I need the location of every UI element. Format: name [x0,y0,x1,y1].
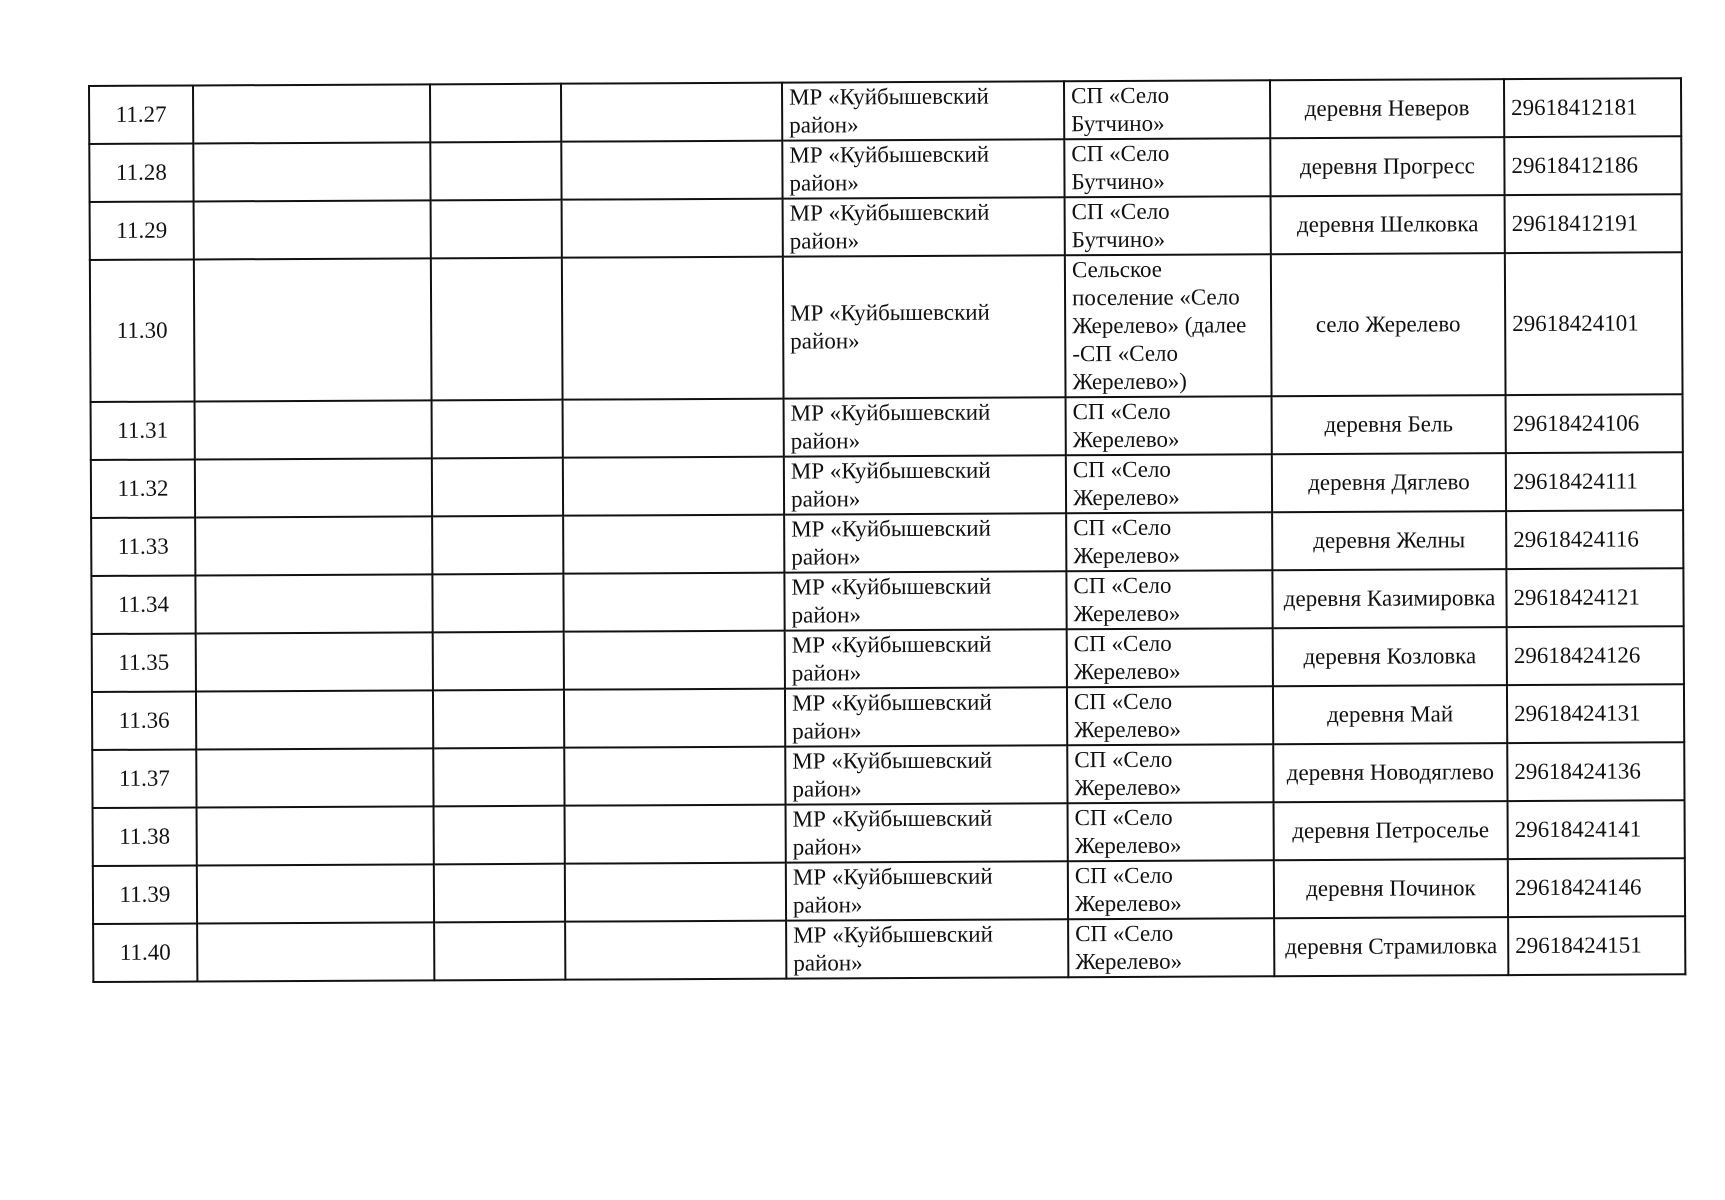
settlement-cell: СП «Село Жерелево» [1066,454,1272,513]
empty-cell [561,141,782,200]
municipal-district-cell: МР «Куйбышевский район» [786,803,1068,862]
table-row [93,800,1685,866]
locality-cell: деревня Страмиловка [1274,917,1508,976]
oktmo-code-cell: 29618424151 [1508,916,1685,975]
municipal-district-cell: МР «Куйбышевский район» [783,255,1066,398]
empty-cell [434,922,565,981]
settlement-cell: Сельское поселение «Село Жерелево» (далее -СП «Село Жерелево») [1065,254,1272,397]
settlement-cell: СП «Село Жерелево» [1068,918,1274,977]
locality-cell: деревня Дяглево [1272,453,1506,512]
settlement-cell: СП «Село Жерелево» [1068,802,1274,861]
empty-cell [432,574,563,633]
oktmo-code-cell: 29618424101 [1505,252,1683,395]
empty-cell [432,516,563,575]
empty-cell [195,400,432,459]
locality-cell: деревня Шелковка [1271,195,1505,254]
oktmo-code-cell: 29618424131 [1507,684,1684,743]
table-row [89,136,1681,202]
empty-cell [564,689,785,748]
oktmo-code-cell: 29618424126 [1507,626,1684,685]
municipal-district-cell: МР «Куйбышевский район» [785,629,1067,688]
row-number-cell: 11.39 [93,865,197,924]
table-row [90,194,1682,260]
table-row [93,916,1685,982]
locality-cell: деревня Козловка [1273,627,1507,686]
oktmo-code-cell: 29618424146 [1508,858,1685,917]
empty-cell [563,399,784,458]
settlement-cell: СП «Село Жерелево» [1067,628,1273,687]
empty-cell [565,805,786,864]
locality-cell: деревня Неверов [1270,79,1504,138]
empty-cell [194,258,432,401]
oktmo-code-cell: 29618424121 [1506,568,1683,627]
row-number-cell: 11.34 [91,575,195,634]
empty-cell [565,921,786,980]
row-number-cell: 11.40 [93,923,197,982]
row-number-cell: 11.31 [91,401,195,460]
municipal-registry-table [88,77,1686,983]
locality-cell: деревня Бель [1272,395,1506,454]
oktmo-code-cell: 29618424136 [1507,742,1684,801]
row-number-cell: 11.32 [91,459,195,518]
empty-cell [195,458,432,517]
row-number-cell: 11.29 [90,201,194,260]
locality-cell: деревня Казимировка [1272,569,1506,628]
row-number-cell: 11.38 [93,807,197,866]
empty-cell [564,631,785,690]
settlement-cell: СП «Село Жерелево» [1066,396,1272,455]
locality-cell: село Жерелево [1271,253,1506,396]
municipal-district-cell: МР «Куйбышевский район» [785,687,1067,746]
settlement-cell: СП «Село Жерелево» [1066,570,1272,629]
locality-cell: деревня Починок [1274,859,1508,918]
municipal-district-cell: МР «Куйбышевский район» [783,197,1065,256]
empty-cell [430,84,561,143]
table-row [91,394,1683,460]
municipal-district-cell: МР «Куйбышевский район» [782,81,1064,140]
empty-cell [430,142,561,201]
row-number-cell: 11.33 [91,517,195,576]
empty-cell [432,400,563,459]
municipal-district-cell: МР «Куйбышевский район» [784,455,1066,514]
settlement-cell: СП «Село Жерелево» [1067,686,1273,745]
empty-cell [431,200,562,259]
empty-cell [433,690,564,749]
municipal-district-cell: МР «Куйбышевский район» [784,397,1066,456]
table-row [92,626,1684,692]
settlement-cell: СП «Село Бутчино» [1065,196,1271,255]
empty-cell [194,200,431,259]
empty-cell [563,573,784,632]
municipal-district-cell: МР «Куйбышевский район» [784,513,1066,572]
oktmo-code-cell: 29618412181 [1504,78,1681,137]
empty-cell [196,690,433,749]
locality-cell: деревня Петроселье [1274,801,1508,860]
locality-cell: деревня Май [1273,685,1507,744]
empty-cell [193,84,430,143]
empty-cell [197,806,434,865]
empty-cell [433,748,564,807]
row-number-cell: 11.30 [90,259,195,402]
empty-cell [196,632,433,691]
settlement-cell: СП «Село Бутчино» [1064,80,1270,139]
empty-cell [434,806,565,865]
empty-cell [197,864,434,923]
empty-cell [433,632,564,691]
locality-cell: деревня Прогресс [1270,137,1504,196]
municipal-district-cell: МР «Куйбышевский район» [786,919,1068,978]
empty-cell [431,258,563,401]
row-number-cell: 11.37 [92,749,196,808]
row-number-cell: 11.28 [89,143,193,202]
table-row [92,684,1684,750]
empty-cell [197,922,434,981]
oktmo-code-cell: 29618412186 [1504,136,1681,195]
oktmo-code-cell: 29618424111 [1506,452,1683,511]
settlement-cell: СП «Село Жерелево» [1066,512,1272,571]
settlement-cell: СП «Село Бутчино» [1064,138,1270,197]
empty-cell [196,748,433,807]
empty-cell [565,863,786,922]
empty-cell [561,83,782,142]
empty-cell [562,257,784,400]
locality-cell: деревня Новодяглево [1273,743,1507,802]
table-row [89,78,1681,144]
municipal-district-cell: МР «Куйбышевский район» [784,571,1066,630]
oktmo-code-cell: 29618424106 [1506,394,1683,453]
oktmo-code-cell: 29618412191 [1505,194,1682,253]
table-row [91,568,1683,634]
empty-cell [193,142,430,201]
municipal-district-cell: МР «Куйбышевский район» [786,861,1068,920]
table-row [92,742,1684,808]
municipal-district-cell: МР «Куйбышевский район» [785,745,1067,804]
settlement-cell: СП «Село Жерелево» [1067,744,1273,803]
municipal-district-cell: МР «Куйбышевский район» [782,139,1064,198]
oktmo-code-cell: 29618424141 [1508,800,1685,859]
row-number-cell: 11.36 [92,691,196,750]
empty-cell [195,516,432,575]
table-row [91,452,1683,518]
locality-cell: деревня Желны [1272,511,1506,570]
empty-cell [562,199,783,258]
empty-cell [195,574,432,633]
table-row [91,510,1683,576]
table-row [93,858,1685,924]
table-row [90,252,1683,402]
oktmo-code-cell: 29618424116 [1506,510,1683,569]
table-body [89,78,1685,982]
row-number-cell: 11.27 [89,85,193,144]
settlement-cell: СП «Село Жерелево» [1068,860,1274,919]
empty-cell [432,458,563,517]
empty-cell [434,864,565,923]
empty-cell [563,457,784,516]
row-number-cell: 11.35 [92,633,196,692]
empty-cell [563,515,784,574]
empty-cell [564,747,785,806]
